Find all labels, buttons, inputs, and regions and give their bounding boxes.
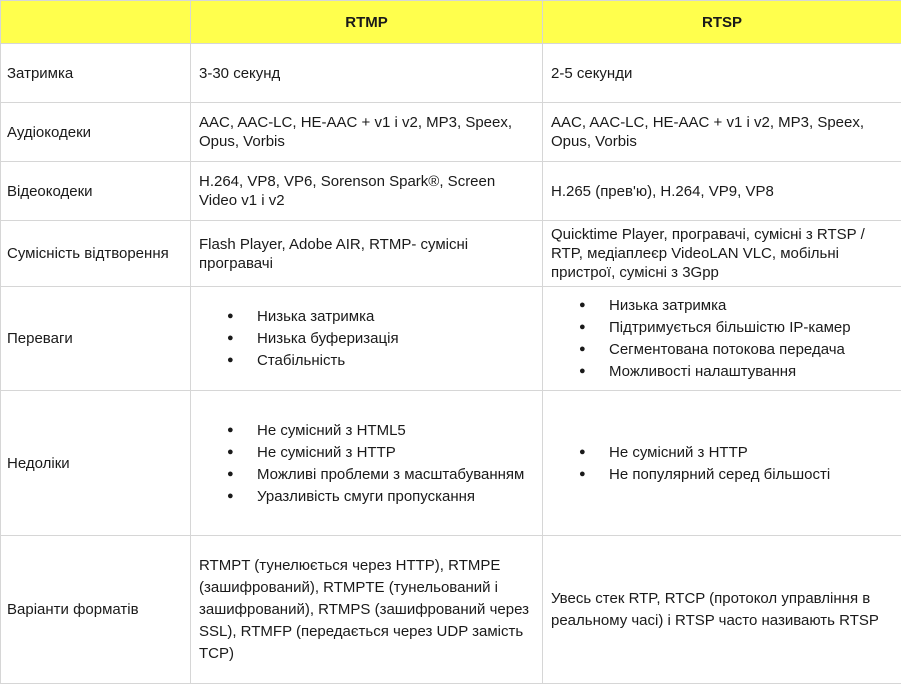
cell-rtsp-audio-codecs: AAC, AAC-LC, HE-AAC + v1 і v2, MP3, Speex, Opus, Vorbis	[543, 103, 901, 162]
cell-rtmp-format-variants: RTMPT (тунелюється через HTTP), RTMPE (зашифрований), RTMPTE (тунельований і зашифрований), RTMPS (зашифрований через SSL), RTMFP (передається через UDP замість TCP)	[191, 536, 543, 684]
list-item: ● Низька затримка	[227, 307, 534, 326]
rtsp-advantages-list	[551, 296, 893, 381]
cell-rtmp-advantages	[191, 287, 543, 391]
row-label-advantages: Переваги	[1, 287, 191, 391]
cell-rtsp-playback-compat: Quicktime Player, програвачі, сумісні з RTSP / RTP, медіаплеєр VideoLAN VLC, мобільні пристрої, сумісні з 3Gpp	[543, 221, 901, 287]
list-item: ● Уразливість смуги пропускання	[227, 487, 534, 506]
row-label-latency: Затримка	[1, 44, 191, 103]
cell-rtsp-video-codecs: H.265 (прев'ю), H.264, VP9, VP8	[543, 162, 901, 221]
header-corner-cell	[1, 1, 191, 44]
list-item: ● Можливості налаштування	[579, 362, 893, 381]
row-playback-compat	[1, 221, 901, 287]
list-item: ● Низька буферизація	[227, 329, 534, 348]
cell-rtsp-advantages	[543, 287, 901, 391]
list-item: ● Сегментована потокова передача	[579, 340, 893, 359]
cell-rtmp-playback-compat: Flash Player, Adobe AIR, RTMP- сумісні програвачі	[191, 221, 543, 287]
row-label-video-codecs: Відеокодеки	[1, 162, 191, 221]
row-format-variants	[1, 536, 901, 684]
header-row	[1, 1, 901, 44]
row-label-disadvantages: Недоліки	[1, 391, 191, 536]
cell-rtmp-disadvantages	[191, 391, 543, 536]
header-rtsp: RTSP	[543, 1, 901, 44]
cell-rtsp-latency: 2-5 секунди	[543, 44, 901, 103]
cell-rtmp-video-codecs: H.264, VP8, VP6, Sorenson Spark®, Screen Video v1 і v2	[191, 162, 543, 221]
row-label-playback-compat: Сумісність відтворення	[1, 221, 191, 287]
list-item: ● Не популярний серед більшості	[579, 465, 893, 484]
row-advantages	[1, 287, 901, 391]
list-item: ● Можливі проблеми з масштабуванням	[227, 465, 534, 484]
list-item: ● Не сумісний з HTTP	[227, 443, 534, 462]
row-video-codecs	[1, 162, 901, 221]
rtmp-disadvantages-list	[199, 421, 534, 506]
list-item: ● Не сумісний з HTTP	[579, 443, 893, 462]
cell-rtsp-disadvantages	[543, 391, 901, 536]
rtsp-disadvantages-list	[551, 443, 893, 484]
list-item: ● Стабільність	[227, 351, 534, 370]
list-item: ● Низька затримка	[579, 296, 893, 315]
list-item: ● Підтримується більшістю IP-камер	[579, 318, 893, 337]
cell-rtmp-latency: 3-30 секунд	[191, 44, 543, 103]
row-audio-codecs	[1, 103, 901, 162]
cell-rtsp-format-variants: Увесь стек RTP, RTCP (протокол управління в реальному часі) і RTSP часто називають RTSP	[543, 536, 901, 684]
row-latency	[1, 44, 901, 103]
cell-rtmp-audio-codecs: AAC, AAC-LC, HE-AAC + v1 і v2, MP3, Speex, Opus, Vorbis	[191, 103, 543, 162]
row-label-format-variants: Варіанти форматів	[1, 536, 191, 684]
list-item: ● Не сумісний з HTML5	[227, 421, 534, 440]
row-disadvantages	[1, 391, 901, 536]
rtmp-advantages-list	[199, 307, 534, 370]
header-rtmp: RTMP	[191, 1, 543, 44]
row-label-audio-codecs: Аудіокодеки	[1, 103, 191, 162]
